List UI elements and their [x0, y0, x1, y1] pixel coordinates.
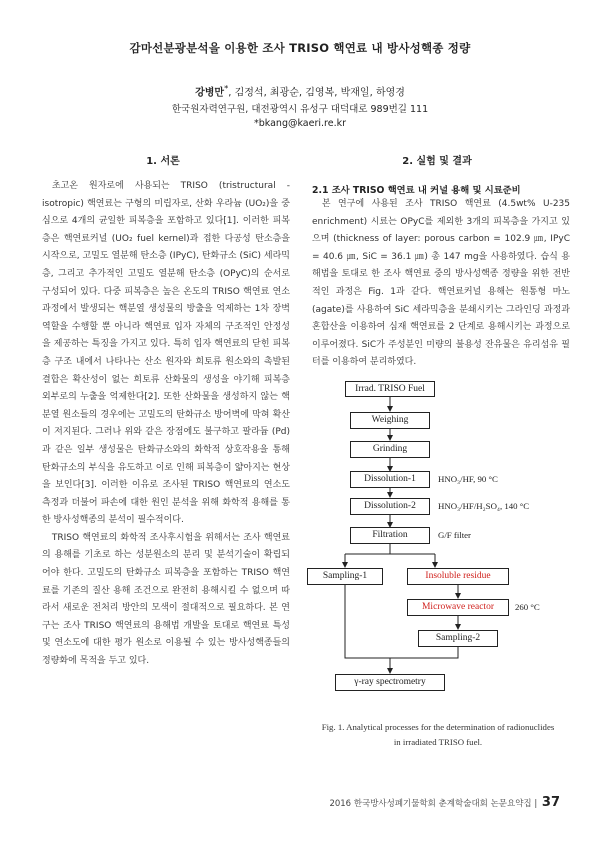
page-footer	[329, 795, 560, 810]
step-weighing: Weighing	[350, 412, 430, 429]
authors	[0, 83, 600, 98]
step-filtration: Filtration	[350, 527, 430, 544]
lead-author-mark: *	[224, 83, 229, 93]
experiment-heading: 2. 실험 및 결과	[402, 156, 472, 167]
step-dissolution-2: Dissolution-2	[350, 498, 430, 515]
step-gamma-ray-spectrometry: γ-ray spectrometry	[335, 674, 445, 691]
flowchart-connectors	[305, 378, 565, 718]
step-dissolution-1: Dissolution-1	[350, 471, 430, 488]
experiment-paragraph: 본 연구에 사용된 조사 TRISO 핵연료 (4.5wt% U-235 enrichment) 시료는 OPyC를 제외한 3개의 피복층을 가지고 있으며 (thickness of layer: porous carbon = 102.9 ㎛, IPyC = 40.6 ㎛, SiC = 36.1 ㎛) 총 147 mg을 사용하였다. 습식 용해법을 토대로 한 조사 핵연료 중의 방사성핵종 정량을 위한 전반적인 과정은 Fig. 1과 같다. 핵연료커널 용해는 원통형 마노 (agate)를 사용하여 SiC 세라믹층을 분쇄시키는 그라인딩 과정과 혼합산을 이용하여 심재 핵연료를 2 단계로 용해시키는 과정으로 이루어졌다. SiC가 주성분인 미량의 불용성 잔유물은 유리섬유 필터를 이용하여 분리하였다.	[312, 199, 570, 368]
intro-body	[42, 178, 290, 671]
line-sampling2-merge	[390, 647, 458, 658]
label-dissolution-1-conditions: HNO₃/HF, 90 °C	[438, 474, 498, 484]
line-sampling1-merge	[345, 585, 390, 658]
intro-paragraph-1: 초고온 원자로에 사용되는 TRISO (tristructural -isotropic) 핵연료는 구형의 미립자로, 산화 우라늄 (UO₂)을 중심으로 4개의 균일한 피복층을 포함하고 있다[1]. 이러한 피복층은 핵연료커널 (UO₂ fuel kernel)과 접한 다공성 탄소층을 시작으로, 고밀도 열분해 탄소층 (IPyC), 탄화규소 (SiC) 세라믹층, 그리고 추가적인 고밀도 열분해 탄소층 (OPyC)의 순서로 구성되어 있다. 다중 피복층은 높은 온도의 TRISO 핵연료 연소 과정에서 발생되는 핵분열 생성물의 방출을 억제하는 1차 장벽 역할을 수행할 뿐 아니라 핵연료 입자 자체의 구조적인 안정성을 제공하는 특징을 가지고 있다. 특히 입자 핵연료의 닫힌 피복층 구조 내에서 나타나는 산소 원자와 희토류 원소와의 촉발된 결합은 확산성이 없는 희토류 산화물의 생성을 야기해 피복층 외부로의 누출을 억제한다[2]. 또한 산화물을 생성하지 않는 핵분열 원소들의 경우에는 고밀도의 탄화규소 방어벽에 막혀 확산이 저지된다. 그러나 위와 같은 장점에도 불구하고 팔라듐 (Pd)과 같은 일부 생성물은 탄화규소와의 화학적 상호작용을 통해 탄화규소의 부식을 유도하고 이로 인해 피복층이 얇아지는 현상을 보인다[3]. 이러한 이유로 조사된 TRISO 핵연료의 연소도 측정과 더불어 파손에 대한 원인 분석을 위해 화학적 용해를 통한 방사성핵종의 분석이 필수적이다.	[42, 181, 290, 526]
subsection-heading: 2.1 조사 TRISO 핵연료 내 커널 용해 및 시료준비	[312, 185, 521, 196]
label-microwave-temperature: 260 °C	[515, 602, 540, 612]
intro-heading: 1. 서론	[146, 156, 180, 167]
label-dissolution-2-conditions: HNO₃/HF/H₂SO₄, 140 °C	[438, 501, 530, 511]
step-sampling-1: Sampling-1	[307, 568, 383, 585]
figure-caption: Fig. 1. Analytical processes for the determination of radionuclides in irradiated TRISO fuel.	[321, 722, 555, 747]
affiliation: 한국원자력연구원, 대전광역시 유성구 대덕대로 989번길 111	[171, 104, 429, 115]
page-title: 감마선분광분석을 이용한 조사 TRISO 핵연료 내 방사성핵종 정량	[129, 41, 471, 55]
step-grinding: Grinding	[350, 441, 430, 458]
step-irrad-triso-fuel: Irrad. TRISO Fuel	[345, 381, 435, 397]
step-sampling-2: Sampling-2	[418, 630, 498, 647]
experiment-body	[312, 196, 570, 372]
footer-separator: |	[534, 799, 538, 809]
lead-author: 강병만	[195, 87, 225, 99]
page-number: 37	[541, 795, 560, 810]
intro-paragraph-2: TRISO 핵연료의 화학적 조사후시험을 위해서는 조사 핵연료의 용해를 기초로 하는 성분원소의 분리 및 분석기술이 확립되어야 한다. 고밀도의 탄화규소 피복층을 포함하는 TRISO 핵연료를 기존의 질산 용해 조건으로 완전히 용해시킬 수 없으며 따라서 새로운 전처리 방안의 모색이 절대적으로 필요하다. 본 연구는 조사 TRISO 핵연료의 용해법 개발을 토대로 핵연료 특성 및 연소도에 대한 평가 원소로 이용될 수 있는 방사성핵종들의 정량화에 목적을 두고 있다.	[42, 532, 290, 667]
step-microwave-reactor: Microwave reactor	[407, 599, 509, 616]
process-flowchart	[305, 378, 565, 718]
author-email[interactable]: *bkang@kaeri.re.kr	[253, 118, 347, 129]
footer-text: 2016 한국방사성폐기물학회 춘계학술대회 논문요약집	[329, 799, 532, 809]
step-insoluble-residue: Insoluble residue	[407, 568, 509, 585]
co-authors: , 김정석, 최광순, 김영복, 박재일, 하영경	[228, 87, 405, 99]
label-filter-type: G/F filter	[438, 530, 471, 540]
